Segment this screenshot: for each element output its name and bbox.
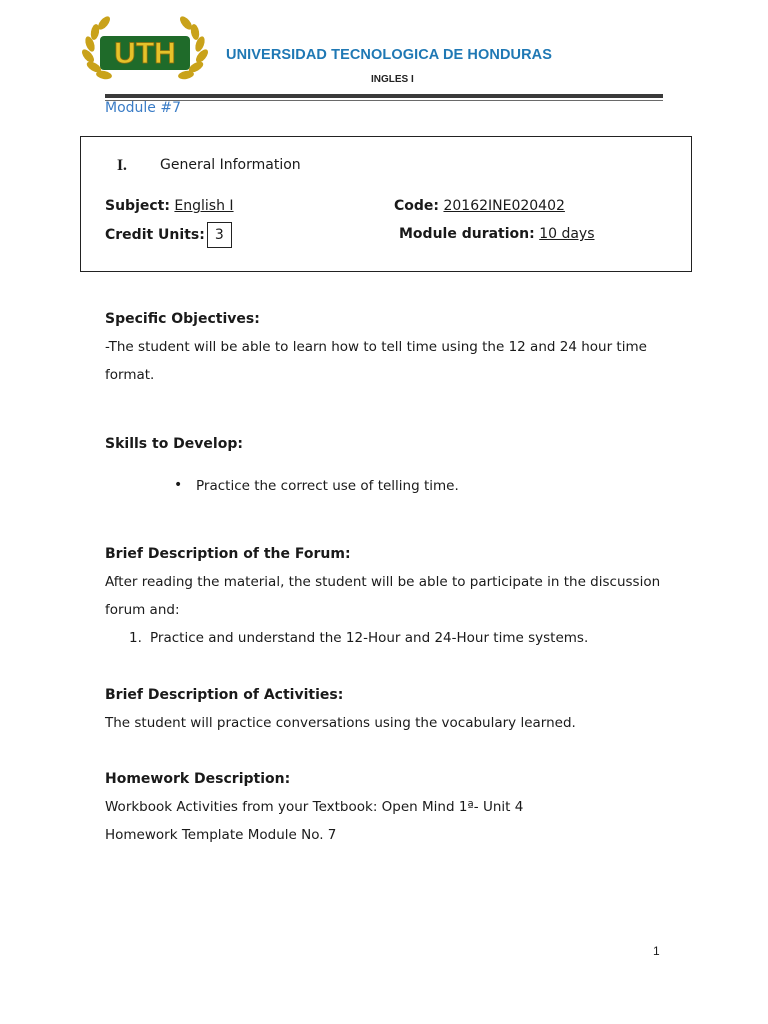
code-label: Code: [394,198,440,214]
credit-label: Credit Units: [105,227,205,243]
credit-value: 3 [207,222,232,248]
skills-item-1: Practice the correct use of telling time. [196,478,459,494]
subject-label: Subject: [105,198,170,214]
code-field [394,198,565,214]
university-name: UNIVERSIDAD TECNOLOGICA DE HONDURAS [226,47,553,63]
page-number: 1 [653,944,660,958]
uth-logo [80,14,210,82]
logo-text: UTH [114,37,176,70]
forum-line-1: After reading the material, the student will be able to participate in the discussion [105,574,661,590]
duration-value: 10 days [539,226,595,242]
forum-line-2: forum and: [105,602,180,618]
forum-heading: Brief Description of the Forum: [105,546,351,562]
homework-heading: Homework Description: [105,771,291,787]
subject-field [105,198,234,214]
section-number: I. [117,157,127,174]
activities-heading: Brief Description of Activities: [105,687,344,703]
objectives-line-2: format. [105,367,155,383]
objectives-heading: Specific Objectives: [105,311,260,327]
objectives-line-1: -The student will be able to learn how to tell time using the 12 and 24 hour time [105,339,647,355]
skills-heading: Skills to Develop: [105,436,243,452]
credit-field [105,222,232,248]
forum-item-1: Practice and understand the 12-Hour and 24-Hour time systems. [150,630,589,646]
duration-field [399,226,595,242]
forum-item-number: 1. [129,630,142,646]
section-title: General Information [160,157,301,173]
header-rule-thin [105,100,663,101]
header-rule [105,94,663,98]
activities-line-1: The student will practice conversations using the vocabulary learned. [105,715,576,731]
course-name: INGLES I [371,74,414,85]
homework-line-1: Workbook Activities from your Textbook: Open Mind 1ª- Unit 4 [105,799,524,815]
homework-line-2: Homework Template Module No. 7 [105,827,337,843]
subject-value: English I [174,198,234,214]
bullet-icon: • [174,477,183,493]
duration-label: Module duration: [399,226,535,242]
code-value: 20162INE020402 [443,198,565,214]
module-title: Module #7 [105,100,181,116]
